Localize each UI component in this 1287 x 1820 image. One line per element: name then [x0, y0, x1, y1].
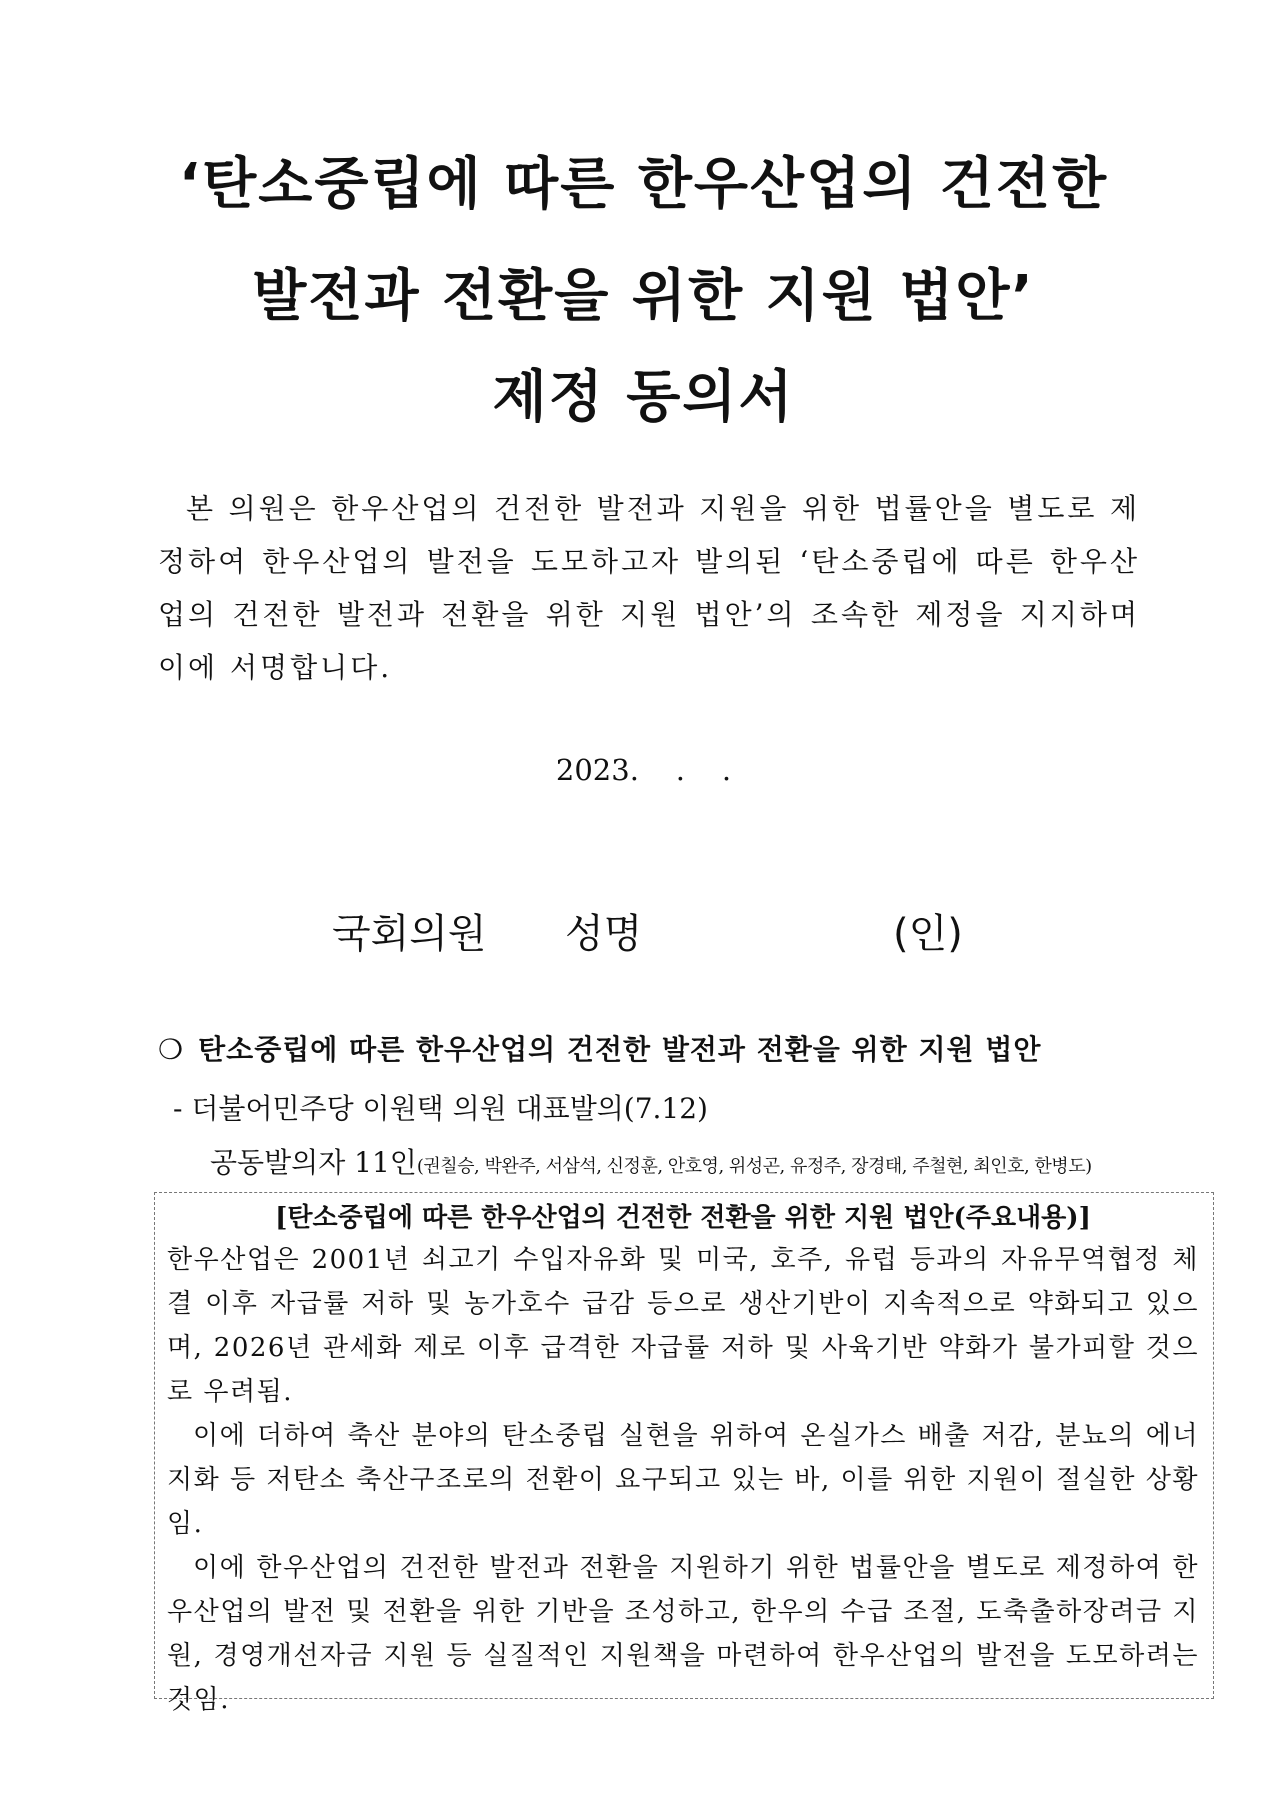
signature-name-label: 성명: [565, 911, 643, 957]
summary-paragraph: 이에 더하여 축산 분야의 탄소중립 실현을 위하여 온실가스 배출 저감, 분뇨의 에너지화 등 저탄소 축산구조로의 전환이 요구되고 있는 바, 이를 위한 지원이 절실한 상황임.: [167, 1421, 1199, 1539]
bill-title: 탄소중립에 따른 한우산업의 건전한 발전과 전환을 위한 지원 법안: [198, 1033, 1042, 1066]
circle-bullet-icon: ❍: [158, 1033, 185, 1066]
intro-statement: [158, 482, 1140, 694]
date-line: 2023. . .: [555, 753, 732, 787]
cosponsors-label: 공동발의자 11인: [210, 1146, 417, 1179]
title-line-2: 발전과 전환을 위한 지원 법안’: [252, 264, 1035, 329]
signature-role: 국회의원: [332, 911, 487, 957]
bill-proposer: - 더불어민주당 이원택 의원 대표발의(7.12): [173, 1092, 708, 1125]
summary-paragraph: 이에 한우산업의 건전한 발전과 전환을 지원하기 위한 법률안을 별도로 제정하여 한우산업의 발전 및 전환을 위한 기반을 조성하고, 한우의 수급 조절, 도축출하장려금 지원, 경영개선자금 지원 등 실질적인 지원책을 마련하여 한우산업의 발전을 도모하려는 것임.: [167, 1553, 1199, 1715]
bill-heading: [158, 1028, 1041, 1068]
intro-text: 본 의원은 한우산업의 건전한 발전과 지원을 위한 법률안을 별도로 제정하여 한우산업의 발전을 도모하고자 발의된 ‘탄소중립에 따른 한우산업의 건전한 발전과 전환을 위한 지원 법안’의 조속한 제정을 지지하며 이에 서명합니다.: [158, 492, 1140, 684]
signature-seal: (인): [893, 911, 963, 957]
summary-paragraph: 한우산업은 2001년 쇠고기 수입자유화 및 미국, 호주, 유럽 등과의 자유무역협정 체결 이후 자급률 저하 및 농가호수 급감 등으로 생산기반이 지속적으로 약화되고 있으며, 2026년 관세화 제로 이후 급격한 자급률 저하 및 사육기반 약화가 불가피할 것으로 우려됨.: [167, 1245, 1199, 1407]
cosponsors-names: (권칠승, 박완주, 서삼석, 신정훈, 안호영, 위성곤, 유정주, 장경태, 주철현, 최인호, 한병도): [416, 1156, 1092, 1177]
bill-cosponsors: [210, 1141, 1092, 1181]
summary-title: [탄소중립에 따른 한우산업의 건전한 전환을 위한 지원 법안(주요내용)]: [275, 1203, 1091, 1233]
title-line-1: ‘탄소중립에 따른 한우산업의 건전한: [178, 152, 1109, 217]
title-line-3: 제정 동의서: [492, 365, 795, 430]
summary-box: [154, 1192, 1214, 1715]
